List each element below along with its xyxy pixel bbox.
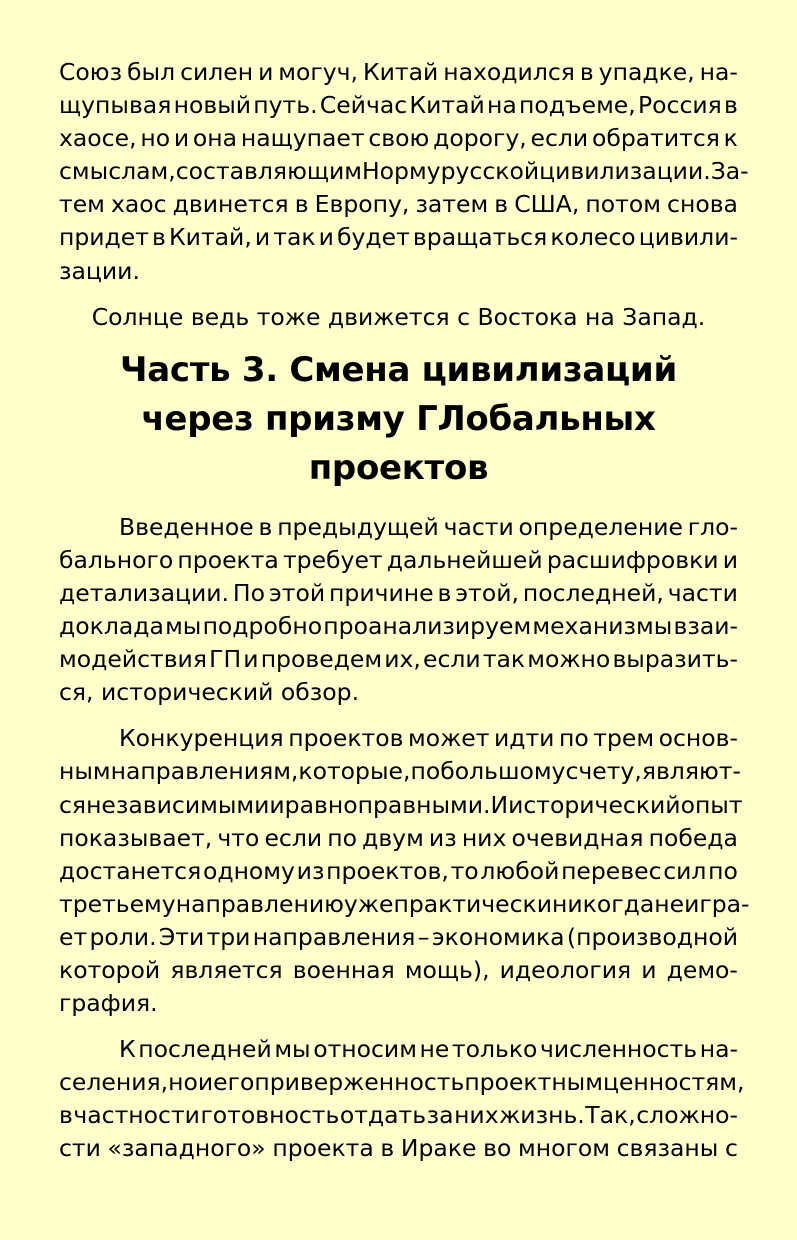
text-line: модействия ГП и проведем их, если так можно выразить-: [59, 645, 738, 674]
text-line: графия.: [59, 989, 158, 1018]
text-line: Союз был силен и могуч, Китай находился в упадке, на-: [59, 58, 738, 86]
text-line: Введенное в предыдущей части определение гло-: [119, 512, 738, 541]
heading-line: проектов: [308, 447, 489, 488]
text-line: придет в Китай, и так и будет вращаться колесо цивили-: [59, 223, 738, 252]
text-line: доклада мы подробно проанализируем механизмы взаи-: [59, 612, 738, 641]
text-line: ся независимыми и равноправными. И исторический опыт: [59, 790, 743, 819]
text-line: детализации. По этой причине в этой, последней, части: [59, 578, 738, 607]
heading-line: Часть 3. Смена цивилизаций: [120, 349, 677, 390]
heading-line: через призму ГЛобальных: [141, 398, 656, 439]
text-line: которой является военная мощь), идеология и демо-: [59, 955, 738, 984]
text-line: зации.: [59, 256, 140, 285]
text-line: тем хаос двинется в Европу, затем в США, потом снова: [59, 190, 738, 219]
section-heading: [59, 346, 738, 493]
text-line: третьему направлению уже практически никогда не игра-: [59, 889, 750, 918]
text-line: селения, но и его приверженность проектным ценностям,: [59, 1068, 745, 1097]
text-line: бального проекта требует дальнейшей расшифровки и: [59, 545, 738, 574]
paragraph-3: [59, 511, 738, 710]
text-line: достанется одному из проектов, то любой перевес сил по: [59, 856, 738, 885]
paragraph-1: [59, 56, 749, 288]
paragraph-5: [59, 1033, 745, 1165]
text-line: К последней мы относим не только численность на-: [119, 1035, 738, 1064]
paragraph-4: [59, 722, 750, 1020]
text-line: ся, исторический обзор.: [59, 678, 360, 707]
text-line: ным направлениям, которые, по большому счету, являют-: [59, 757, 741, 786]
text-line: Конкуренция проектов может идти по трем основ-: [119, 724, 738, 753]
text-line: показывает, что если по двум из них очевидная победа: [59, 823, 738, 852]
text-line: смыслам, составляющим Норму русской цивилизации. За-: [59, 157, 749, 186]
text-line: ет роли. Эти три направления – экономика (производной: [59, 922, 738, 951]
text-line: в частности готовность отдать за них жизнь. Так, сложно-: [59, 1101, 738, 1130]
text-line: хаосе, но и она нащупает свою дорогу, если обратится к: [59, 124, 738, 153]
text-line: щупывая новый путь. Сейчас Китай на подъеме, Россия в: [59, 91, 738, 120]
text-line: сти «западного» проекта в Ираке во многом связаны с: [59, 1134, 738, 1163]
paragraph-2: Солнце ведь тоже движется с Востока на Запад.: [91, 302, 706, 331]
